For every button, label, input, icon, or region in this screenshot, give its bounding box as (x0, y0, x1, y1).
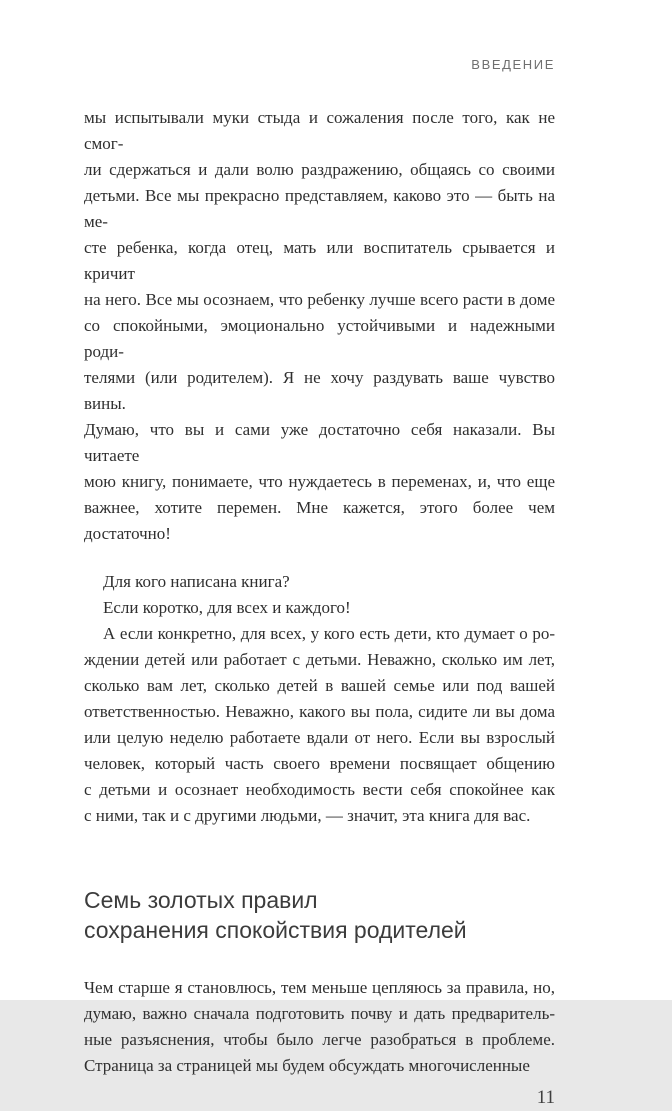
text-line: сколько вам лет, сколько детей в вашей семье или под вашей (84, 676, 555, 695)
text-line: ответственностью. Неважно, какого вы пола, сидите ли вы дома (84, 702, 555, 721)
text-line: ли сдержаться и дали волю раздражению, общаясь со своими (84, 160, 555, 179)
text-line: ные разъяснения, чтобы было легче разобраться в проблеме. (84, 1030, 555, 1049)
heading-line: Семь золотых правил (84, 887, 318, 913)
heading-line: сохранения спокойствия родителей (84, 917, 467, 943)
text-line: Страница за страницей мы будем обсуждать многочисленные (84, 1056, 530, 1075)
section-heading (84, 885, 555, 945)
text-line: с детьми и осознает необходимость вести себя спокойнее как (84, 780, 555, 799)
text-line: ждении детей или работает с детьми. Неважно, сколько им лет, (84, 650, 555, 669)
paragraph (84, 569, 555, 595)
text-line: с ними, так и с другими людьми, — значит, эта книга для вас. (84, 806, 531, 825)
text-line: думаю, важно сначала подготовить почву и дать предваритель- (84, 1004, 555, 1023)
paragraph (84, 595, 555, 621)
paragraph (84, 105, 555, 547)
text-line: Чем старше я становлюсь, тем меньше цепляюсь за правила, но, (84, 978, 555, 997)
text-line: важнее, хотите перемен. Мне кажется, этого более чем достаточно! (84, 498, 555, 543)
page-number: 11 (536, 1087, 555, 1108)
text-line: человек, который часть своего времени посвящает общению (84, 754, 555, 773)
text-line: Если коротко, для всех и каждого! (103, 598, 351, 617)
text-line: мою книгу, понимаете, что нуждаетесь в переменах, и, что еще (84, 472, 555, 491)
text-line: на него. Все мы осознаем, что ребенку лучше всего расти в доме (84, 290, 555, 309)
text-line: детьми. Все мы прекрасно представляем, каково это — быть на ме- (84, 186, 555, 231)
text-line: телями (или родителем). Я не хочу раздувать ваше чувство вины. (84, 368, 555, 413)
paragraph (84, 975, 555, 1079)
text-line: Для кого написана книга? (103, 572, 290, 591)
paragraph (84, 621, 555, 829)
running-header: ВВЕДЕНИЕ (471, 57, 555, 72)
page-body (84, 105, 555, 1079)
text-line: сте ребенка, когда отец, мать или воспитатель срывается и кричит (84, 238, 555, 283)
text-line: А если конкретно, для всех, у кого есть дети, кто думает о ро- (103, 624, 555, 643)
text-line: мы испытывали муки стыда и сожаления после того, как не смог- (84, 108, 555, 153)
text-line: со спокойными, эмоционально устойчивыми и надежными роди- (84, 316, 555, 361)
text-line: или целую неделю работаете вдали от него. Если вы взрослый (84, 728, 555, 747)
text-line: Думаю, что вы и сами уже достаточно себя наказали. Вы читаете (84, 420, 555, 465)
